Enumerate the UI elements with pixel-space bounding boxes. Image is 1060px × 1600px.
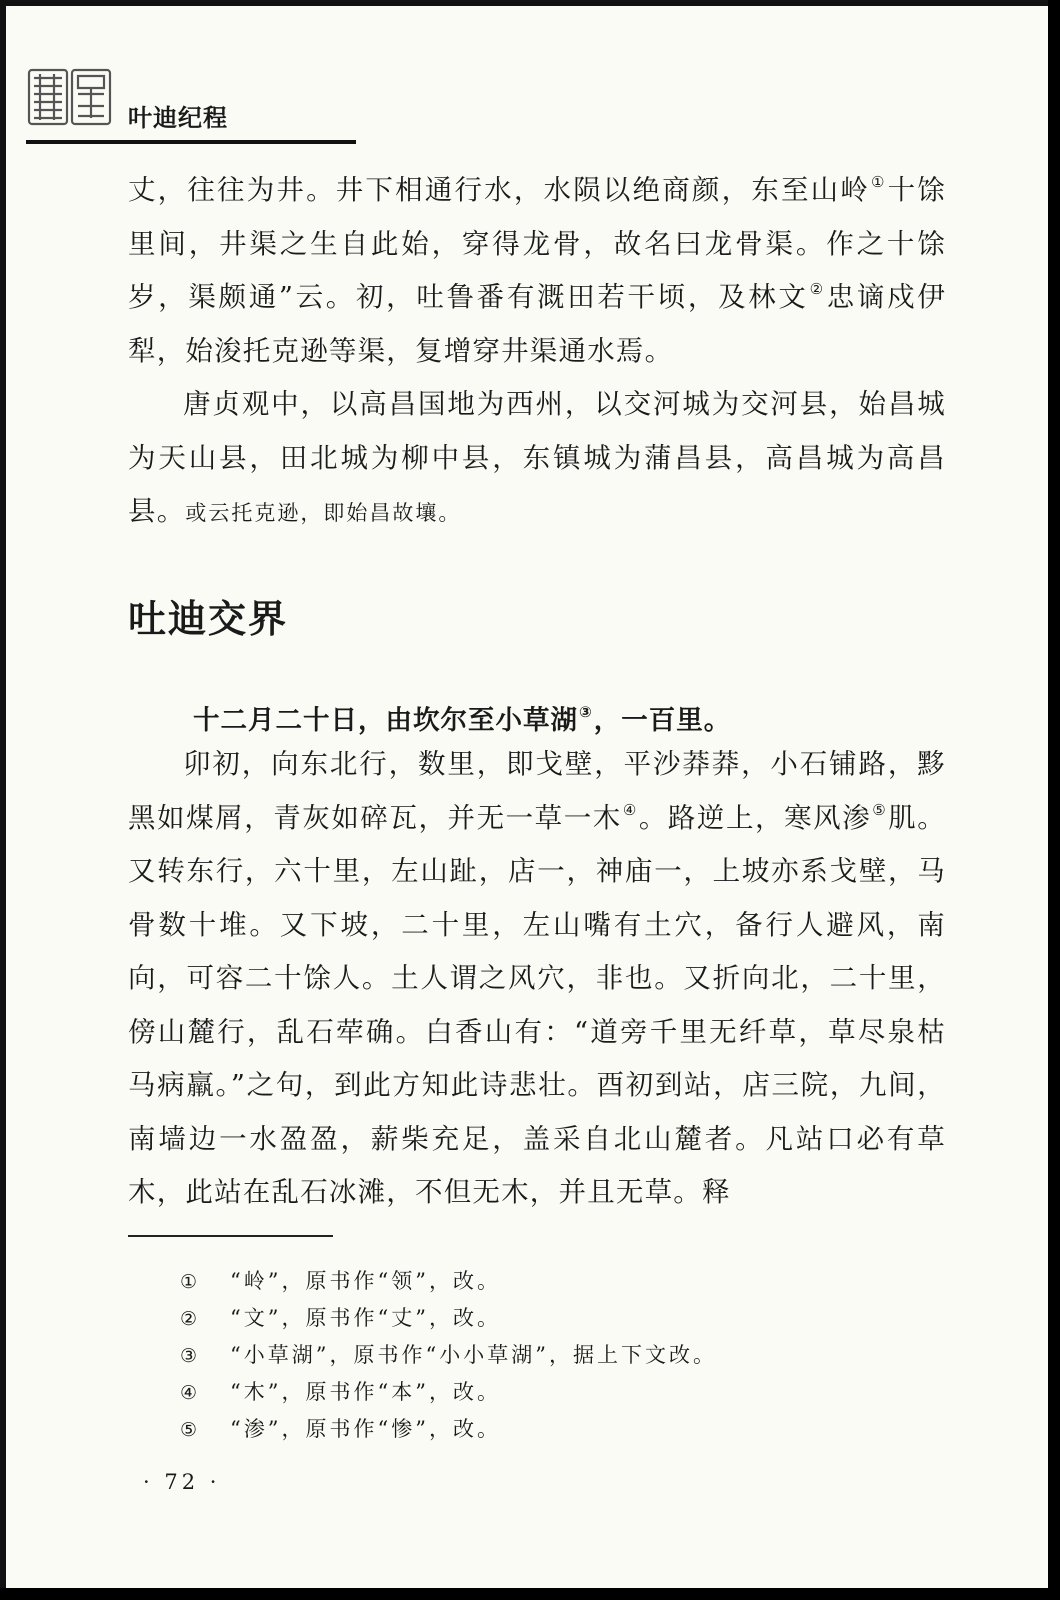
paragraph-text: 卯初，向东北行，数里，即戈壁，平沙莽莽，小石铺路，黟黑如煤屑，青灰如碎瓦，并无一草一木	[128, 748, 946, 834]
footnote-ref-4[interactable]: ④	[622, 800, 638, 819]
paragraph-text: 肌。又转东行，六十里，左山趾，店一，神庙一，上坡亦系戈壁，马骨数十堆。又下坡，二十里，左山嘴有土穴，备行人避风，南向，可容二十馀人。土人谓之风穴，非也。又折向北，二十里，傍山麓行，乱石荦确。白香山有：“道旁千里无纤草，草尽泉枯马病羸。”之句，到此方知此诗悲壮。酉初到站，店三院，九间，南墙边一水盈盈，薪柴充足，盖采自北山麓者。凡站口必有草木，此站在乱石冰滩，不但无木，并且无草。释	[128, 801, 946, 1208]
footnote-item	[180, 1302, 717, 1339]
footnote-ref-5[interactable]: ⑤	[872, 800, 888, 819]
footnote-item	[180, 1413, 717, 1450]
footnote-mark: ①	[180, 1271, 198, 1293]
paragraph-text: 唐贞观中，以高昌国地为西州，以交河城为交河县，始昌城为天山县，田北城为柳中县，东镇城为蒲昌县，高昌城为高昌县。	[128, 388, 946, 527]
entry-heading-text: 十二月二十日，由坎尔至小草湖	[193, 705, 578, 736]
paragraph-tang	[128, 378, 946, 541]
entry-heading	[193, 698, 731, 737]
footnote-text: “渗”，原书作“惨”，改。	[230, 1417, 501, 1441]
header-rule	[26, 140, 356, 144]
footnote-mark: ②	[180, 1308, 198, 1330]
footnote-item	[180, 1376, 717, 1413]
footnote-text: “文”，原书作“丈”，改。	[230, 1306, 501, 1330]
footnote-list	[180, 1265, 717, 1450]
footnote-ref-3[interactable]: ③	[579, 703, 593, 721]
paragraph-text: 。路逆上，寒风渗	[638, 801, 872, 834]
paragraph-small-note: 或云托克逊，即始昌故壤。	[185, 501, 462, 525]
footnote-mark: ③	[180, 1345, 198, 1367]
scan-edge-left	[0, 0, 6, 1588]
footnote-ref-2[interactable]: ②	[809, 280, 826, 298]
scan-edge-top	[0, 0, 1048, 6]
footnote-mark: ⑤	[180, 1419, 198, 1441]
paragraph-entry	[128, 738, 946, 1220]
paragraph-continuation	[128, 164, 946, 378]
paragraph-text: 丈，往往为井。井下相通行水，水陨以绝商颜，东至山岭	[128, 174, 870, 206]
footnote-text: “岭”，原书作“领”，改。	[230, 1269, 501, 1293]
footnote-mark: ④	[180, 1382, 198, 1404]
page-number: · 72 ·	[143, 1470, 221, 1494]
footnote-ref-1[interactable]: ①	[870, 173, 887, 191]
footnote-item	[180, 1265, 717, 1302]
series-seal-logo	[26, 66, 114, 128]
footnote-rule	[128, 1235, 333, 1237]
paragraph-text: 忠谪戍伊犁，始浚托克逊等渠，复增穿井渠通水焉。	[128, 281, 946, 367]
footnote-text: “木”，原书作“本”，改。	[230, 1380, 501, 1404]
footnote-text: “小草湖”，原书作“小小草湖”，据上下文改。	[230, 1343, 717, 1367]
section-title: 吐迪交界	[128, 597, 289, 641]
entry-text-block	[128, 738, 946, 1220]
running-header-title: 叶迪纪程	[128, 104, 228, 132]
entry-heading-text: ，一百里。	[593, 705, 732, 736]
top-text-block	[128, 164, 946, 541]
footnote-item	[180, 1339, 717, 1376]
paragraph-text: 十馀里间，井渠之生自此始，穿得龙骨，故名曰龙骨渠。作之十馀岁，渠颇通”云。初，吐鲁番有溉田若干顷，及林文	[128, 174, 947, 313]
